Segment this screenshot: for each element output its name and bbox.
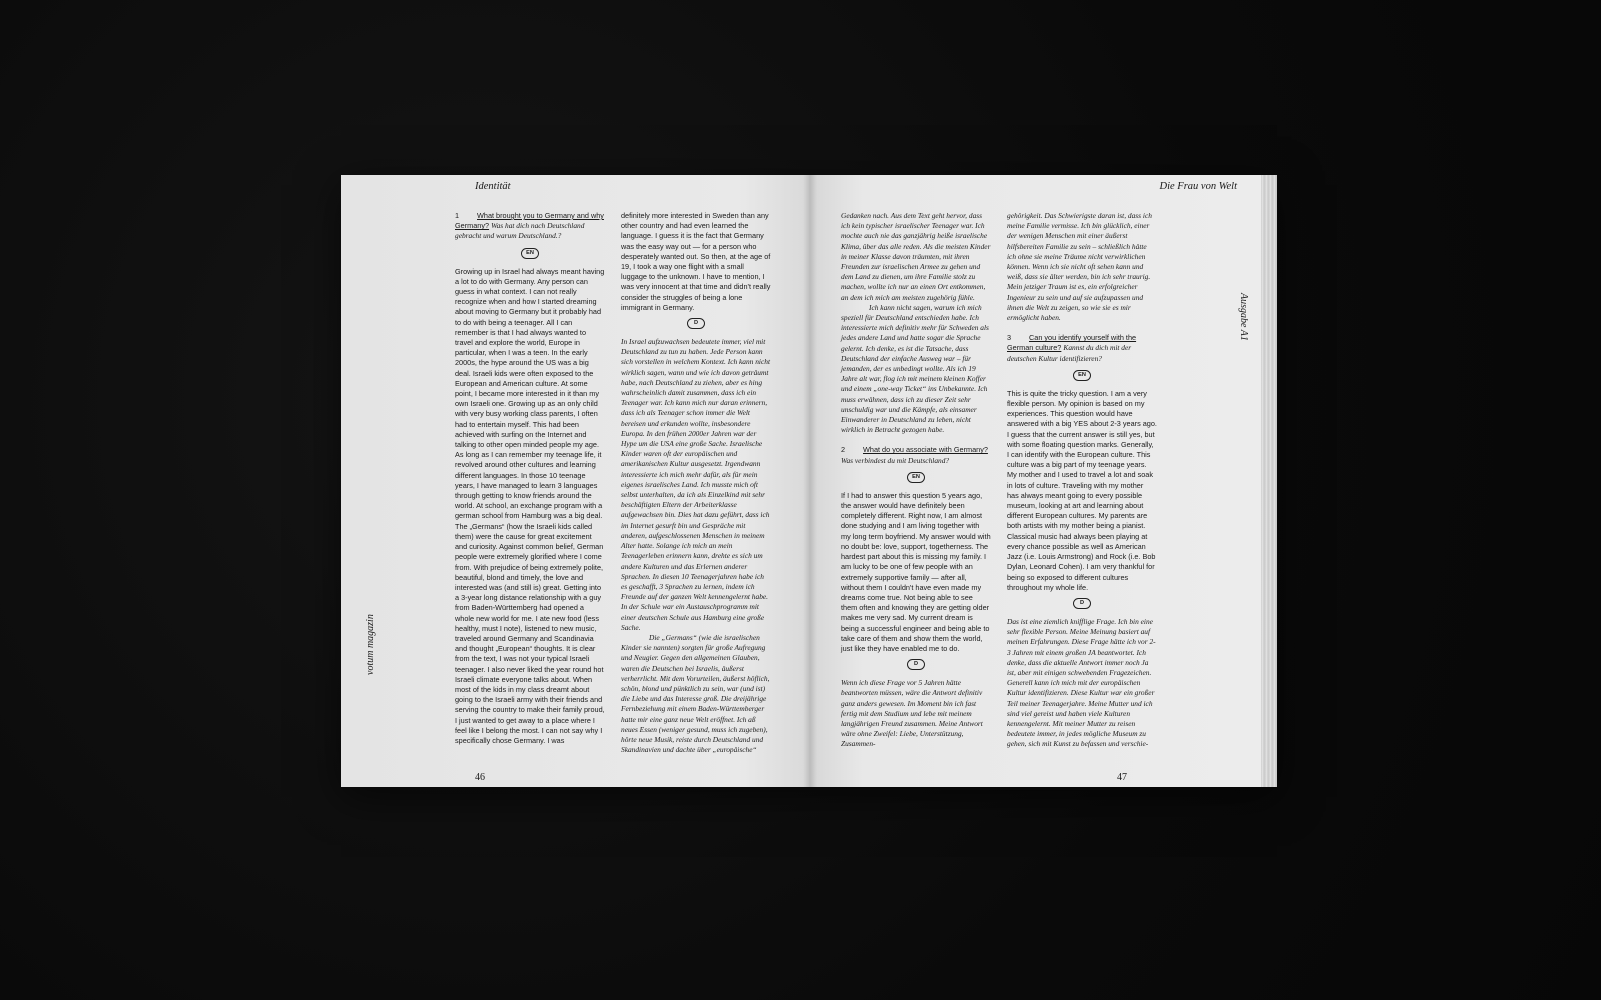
language-badge-d: D	[687, 318, 705, 329]
page-number-right: 47	[1117, 772, 1127, 783]
side-label-right: Ausgabe A1	[1238, 293, 1249, 341]
magazine-spread	[341, 175, 1277, 787]
answer-de-cont: gehörigkeit. Das Schwierigste daran ist, dass ich meine Familie vermisse. Ich bin glücklich, einer der wenigen Menschen mit einer äußerst hilfsbereiten Familie zu sein – schließlich hätte ich ohne sie meine Träume nicht verwirklichen können. Wenn ich sie nicht oft sehen kann und weiß, dass sie älter werden, bin ich sehr traurig. Mein jetziger Traum ist es, ein erfolgreicher Ingenieur zu sein und auf sie aufzupassen und ihnen die Welt zu zeigen, so wie sie es mir ermöglicht haben.	[1007, 211, 1152, 323]
left-page	[341, 175, 809, 787]
answer-en: This is quite the tricky question. I am a very flexible person. My opinion is based on my experiences. This question would have answered with a big YES about 2-3 years ago. I guess that the current answer is still yes, but with some floating question marks. Generally, I can identify with the European culture. This culture was a big part of my teenage years. My mother and I used to travel a lot and soak in lots of culture. Traveling with my mother has always meant going to every possible museum, looking at art and learning about different European cultures. My parents are both artists with my mother being a pianist. Classical music had always been playing at every chance possible as well as American Jazz (i.e. Louis Armstrong) and Rock (i.e. Bob Dylan, Leonard Cohen). I am very thankful for being so exposed to different cultures throughout my whole life.	[1007, 388, 1157, 592]
answer-de-cont: Gedanken nach. Aus dem Text geht hervor, dass ich kein typischer israelischer Teenager war. Ich mochte auch nie das ganzjährig heiße israelische Klima, über das alle reden. Als die meisten Kinder in meiner Klasse davon träumten, mit ihren Freunden zur israelischen Armee zu gehen und dem Land zu dienen, um ihre Familie stolz zu machen, wollte ich nur an einen Ort entkommen, an dem ich mich am meisten zugehörig fühle.	[841, 211, 991, 302]
page-edges	[1261, 175, 1277, 787]
question-en: Can you identify yourself with the German culture?	[1007, 333, 1137, 353]
question-3	[1007, 333, 1157, 364]
answer-de: Das ist eine ziemlich knifflige Frage. Ich bin eine sehr flexible Person. Meine Meinung basiert auf meinen Erfahrungen. Diese Frage hätte ich vor 2-3 Jahren mit einem großen JA beantwortet. Ich denke, dass die aktuelle Antwort immer noch Ja ist, aber mit einigen schwebenden Fragezeichen. Generell kann ich mich mit der europäischen Kultur identifizieren. Diese Kultur war ein großer Teil meiner Teenagerjahre. Meine Mutter und ich sind viel gereist und haben viele Kulturen kennengelernt. Mit meiner Mutter zu reisen bedeutete immer, in jedes mögliche Museum zu gehen, sich mit Kunst zu befassen und verschie-	[1007, 616, 1156, 749]
question-de: Was hat dich nach Deutschland gebracht und warum Deutschland.?	[455, 221, 585, 241]
answer-en: If I had to answer this question 5 years ago, the answer would have definitely been completely different. Right now, I am almost done studying and I am living together with my long term boyfriend. My answer would with no doubt be: love, support, togetherness. The hardest part about this is missing my family. I am lucky to be one of few people with an extremely supportive family — after all, without them I couldn't have even made my dreams come true. Not being able to see them often and knowing they are getting older makes me very sad. My current dream is being a successful engineer and being able to take care of them and show them the world, just like they have enabled me to do.	[841, 490, 991, 653]
column-3	[841, 211, 991, 750]
question-2	[841, 445, 991, 465]
language-badge-d: D	[907, 659, 925, 670]
question-number: 3	[1007, 333, 1012, 343]
page-number-left: 46	[475, 772, 485, 783]
answer-de-cont-2: Ich kann nicht sagen, warum ich mich speziell für Deutschland entschieden habe. Ich interessierte mich definitiv mehr für Schweden als jedes andere Land und hatte sogar die Sprache gelernt. Ich denke, es ist die Tatsache, dass Deutschland der einfache Ausweg war – für jemanden, der es unbedingt wollte. Als ich 19 Jahre alt war, flog ich mit meinem kleinen Koffer und einem „one-way Ticket“ ins Unbekannte. Ich muss erwähnen, dass ich zu dieser Zeit sehr unschuldig war und die Kämpfe, als einsamer Einwanderer in Deutschland zu leben, nicht wirklich in Betracht gezogen habe.	[841, 302, 989, 435]
language-badge-en: EN	[1073, 370, 1091, 381]
answer-de: In Israel aufzuwachsen bedeutete immer, viel mit Deutschland zu tun zu haben. Jede Person kann sich vorstellen in welchem Kontext. Ich kann nicht wirklich sagen, wann und wie ich davon geträumt habe, nach Deutschland zu ziehen, aber es hing wahrscheinlich damit zusammen, dass ich ein Teenager war. Ich kann mich nur daran erinnern, dass ich als Teenager schon immer die Welt bereisen und erkunden wollte, insbesondere Europa. In den frühen 2000er Jahren war der Hype um die USA eine große Sache. Israelische Kinder waren oft der europäischen und amerikanischen Kultur ausgesetzt. Irgendwann interessierte ich mich mehr dafür, als für mein eigenes israelisches Land. Ich musste mich oft selbst unterhalten, da ich als Einzelkind mit sehr beschäftigten Eltern der Arbeiterklasse aufgewachsen bin. Dies hat dazu geführt, dass ich im Internet gesurft bin und Gespräche mit anderen, aufgeschlossenen Menschen in meinem Alter hatte. Solange ich mich an mein Teenagerleben erinnern kann, drehte es sich um andere Kulturen und das Erlernen anderer Sprachen. In diesen 10 Teenagerjahren habe ich es geschafft, 3 Sprachen zu lernen, indem ich Freunde auf der ganzen Welt kennengelernt habe. In der Schule war ein Austauschprogramm mit einer deutschen Schule aus Hamburg eine große Sache.	[621, 337, 771, 632]
column-2	[621, 211, 771, 755]
question-de: Was verbindest du mit Deutschland?	[841, 455, 950, 465]
language-badge-en: EN	[907, 472, 925, 483]
language-badge-d: D	[1073, 598, 1091, 609]
question-number: 1	[455, 211, 460, 220]
question-en: What do you associate with Germany?	[863, 445, 988, 455]
question-number: 2	[841, 445, 846, 455]
column-4	[1007, 211, 1157, 750]
language-badge-en: EN	[521, 248, 539, 259]
running-head-left: Identität	[475, 181, 511, 192]
running-head-right: Die Frau von Welt	[1159, 181, 1237, 192]
answer-en: Growing up in Israel had always meant having a lot to do with Germany. Any person can guess in what context. I can not really recognize when and how I started dreaming about moving to Germany but it probably had to do with being a teenager. All I can remember is that I had always wanted to travel and explore the world, Europe in particular, when I was a teen. In the early 2000s, the hype around the US was a big deal. Israeli kids were often exposed to the European and American culture. At some point, I became more interested in it than my own Israeli one. Growing up as an only child with very busy working class parents, I often had to entertain myself. This had been achieved with surfing on the Internet and talking to other open minded people my age. As long as I can remember my teenage life, it revolved around other cultures and learning different languages. In those 10 teenage years, I have managed to learn 3 languages through getting to know friends around the world. At school, an exchange program with a german school from Hamburg was a big deal. The „Germans“ (how the Israeli kids called them) were the cause for great excitement and curiosity. Against common belief, German people were extremely glorified where I come from. With prejudice of being extremely polite, beautiful, blond and timely, the love and interested was (and still is) great. Getting into a 3-year long distance relationship with a guy from Baden-Württemberg had opened a whole new world for me. I ate new food (less healthy, must I note), listened to new music, traveled around Germany and Scandinavia and thought „European“ thoughts. It is clear from the text, I was not your typical Israeli teenager. I also never liked the year round hot Israeli climate everyone talks about. When most of the kids in my class dreamt about going to the Israeli army with their friends and serving the country to make their family proud, I just wanted to get away to a place where I feel like I belong the most. I can not say why I specifically chose Germany. I was	[455, 266, 605, 745]
column-1	[455, 211, 605, 746]
side-label-left: votum magazin	[365, 614, 376, 675]
spine-gutter	[803, 175, 817, 787]
question-1	[455, 211, 605, 242]
answer-de: Wenn ich diese Frage vor 5 Jahren hätte beantworten müssen, wäre die Antwort definitiv ganz anders gewesen. Im Moment bin ich fast fertig mit dem Studium und lebe mit meinem langjährigen Freund zusammen. Meine Antwort wäre ohne Zweifel: Liebe, Unterstützung, Zusammen-	[841, 678, 983, 749]
question-de: Kannst du dich mit der deutschen Kultur identifizieren?	[1007, 343, 1132, 363]
right-page	[809, 175, 1261, 787]
answer-de-cont: Die „Germans“ (wie die israelischen Kinder sie nannten) sorgten für große Aufregung und Neugier. Gegen den allgemeinen Glauben, waren die Deutschen bei Israelis, äußerst verherrlicht. Mit dem Vorurteilen, äußerst höflich, schön, blond und pünktlich zu sein, war (und ist) die Liebe und das Interesse groß. Die dreijährige Fernbeziehung mit einem Baden-Württemberger hatte mir eine ganz neue Welt eröffnet. Ich aß neues Essen (weniger gesund, muss ich zugeben), hörte neue Musik, reiste durch Deutschland und Skandinavien und dachte über „europäische“	[621, 632, 770, 755]
answer-en-cont: definitely more interested in Sweden than any other country and had even learned the language. I guess it is the fact that Germany was the easy way out — for a person who desperately wanted out. So then, at the age of 19, I took a way one flight with a small luggage to the unknown. I have to mention, I was very innocent at that time and didn't really consider the struggles of being a lone immigrant in Germany.	[621, 211, 771, 312]
question-en: What brought you to Germany and why Germany?	[455, 211, 604, 231]
